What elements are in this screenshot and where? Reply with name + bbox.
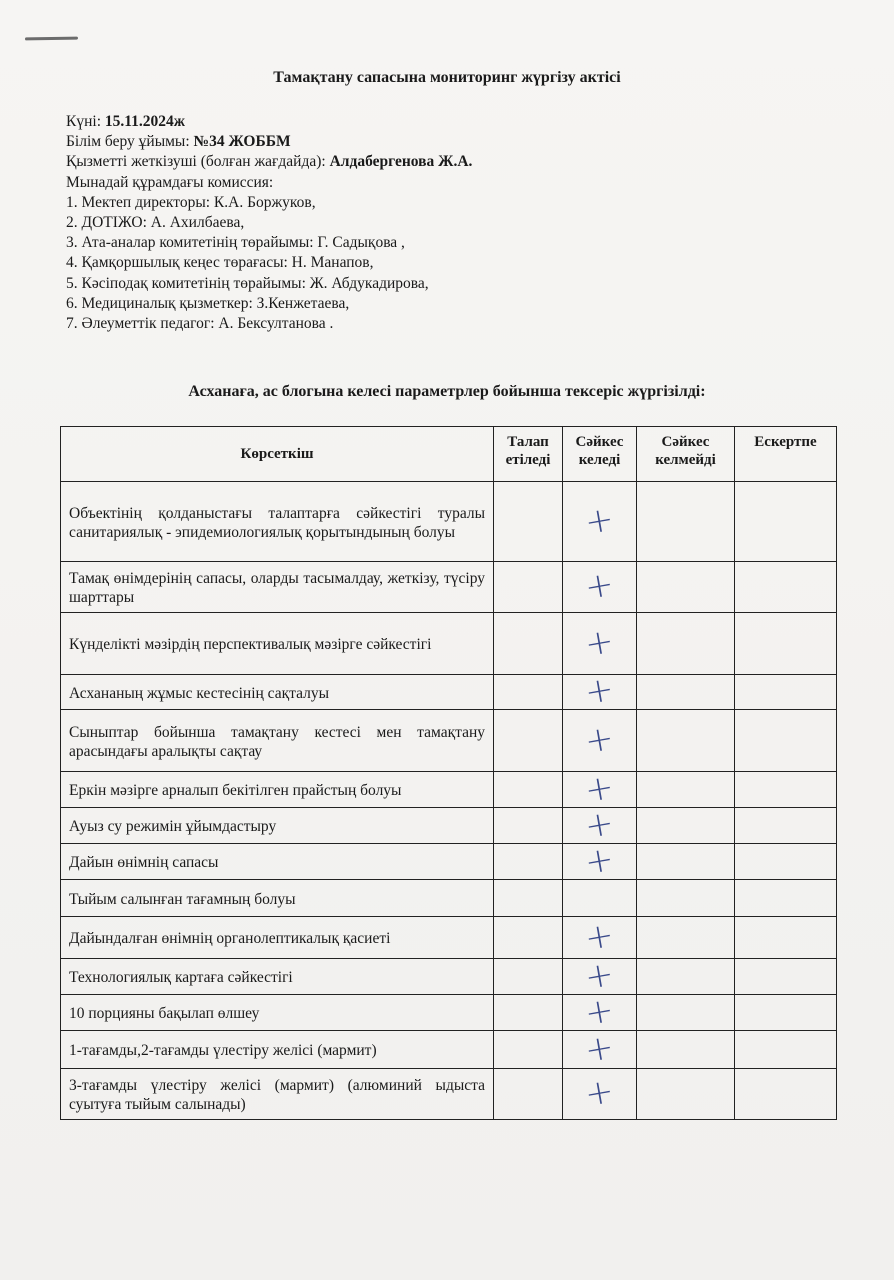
indicator-cell: 3-тағамды үлестіру желісі (мармит) (алюминий ыдыста суытуға тыйым салынады) xyxy=(61,1069,494,1120)
noncompliant-cell xyxy=(637,710,735,772)
required-cell xyxy=(494,808,563,844)
compliant-cell xyxy=(563,1026,637,1071)
handwritten-plus-mark: + xyxy=(581,766,618,811)
table-row xyxy=(61,959,837,995)
table-row xyxy=(61,917,837,959)
table-row xyxy=(61,562,837,613)
commission-member: 7. Әлеуметтік педагог: А. Бексултанова . xyxy=(66,315,334,333)
compliant-cell xyxy=(563,668,637,714)
table-row xyxy=(61,710,837,772)
note-cell xyxy=(735,917,837,959)
indicator-cell: Сыныптар бойынша тамақтану кестесі мен тамақтану арасындағы аралықты сақтау xyxy=(61,710,494,772)
required-cell xyxy=(494,959,563,995)
date-label: Күні: xyxy=(66,113,101,130)
handwritten-plus-mark: + xyxy=(581,838,618,883)
required-cell xyxy=(494,880,563,917)
handwritten-plus-mark: + xyxy=(581,802,618,847)
indicator-cell: Күнделікті мәзірдің перспективалық мәзірге сәйкестігі xyxy=(61,613,494,675)
note-cell xyxy=(735,995,837,1031)
commission-member: 4. Қамқоршылық кеңес төрағасы: Н. Манапов, xyxy=(66,254,374,272)
header-noncompliant: Сәйкес келмейді xyxy=(637,427,735,482)
provider-label: Қызметті жеткізуші (болған жағдайда): xyxy=(66,153,326,171)
compliant-cell xyxy=(563,1069,637,1120)
compliant-cell xyxy=(563,989,637,1034)
note-cell xyxy=(735,675,837,710)
note-cell xyxy=(735,880,837,917)
compliant-cell xyxy=(563,562,637,613)
document-title: Тамақтану сапасына мониторинг жүргізу актісі xyxy=(273,69,621,86)
table-body xyxy=(61,482,837,1120)
handwritten-plus-mark: + xyxy=(581,498,618,543)
commission-member: 5. Кәсіподақ комитетінің төрайымы: Ж. Абдукадирова, xyxy=(66,274,429,292)
table-row xyxy=(61,772,837,808)
commission-member: 1. Мектеп директоры: К.А. Боржуков, xyxy=(66,193,316,211)
note-cell xyxy=(735,562,837,613)
commission-member: 2. ДОТІЖО: А. Ахилбаева, xyxy=(66,214,245,232)
note-cell xyxy=(735,772,837,808)
commission-member: 3. Ата-аналар комитетінің төрайымы: Г. Садықова , xyxy=(66,234,405,252)
handwritten-plus-mark: + xyxy=(581,914,618,959)
indicator-cell: 10 порцияны бақылап өлшеу xyxy=(61,995,494,1031)
required-cell xyxy=(494,562,563,613)
inspection-table xyxy=(60,426,837,1120)
note-cell xyxy=(735,613,837,675)
table-row xyxy=(61,995,837,1031)
compliant-cell xyxy=(563,482,637,562)
compliant-cell xyxy=(563,710,637,772)
table-row xyxy=(61,808,837,844)
org-value: №34 ЖОББМ xyxy=(193,133,291,151)
indicator-cell: 1-тағамды,2-тағамды үлестіру желісі (мармит) xyxy=(61,1031,494,1069)
handwritten-plus-mark: + xyxy=(581,953,618,998)
org-label: Білім беру ұйымы: xyxy=(66,133,190,151)
noncompliant-cell xyxy=(637,772,735,808)
date-line xyxy=(66,112,472,132)
required-cell xyxy=(494,1069,563,1120)
noncompliant-cell xyxy=(637,613,735,675)
required-cell xyxy=(494,772,563,808)
required-cell xyxy=(494,995,563,1031)
act-info xyxy=(66,112,472,334)
noncompliant-cell xyxy=(637,844,735,880)
commission-label: Мынадай құрамдағы комиссия: xyxy=(66,173,274,191)
required-cell xyxy=(494,613,563,675)
table-row xyxy=(61,1069,837,1120)
noncompliant-cell xyxy=(637,482,735,562)
compliant-cell xyxy=(563,953,637,998)
required-cell xyxy=(494,917,563,959)
handwritten-plus-mark: + xyxy=(581,717,618,762)
noncompliant-cell xyxy=(637,880,735,917)
table-row xyxy=(61,675,837,710)
noncompliant-cell xyxy=(637,1069,735,1120)
commission-list xyxy=(66,193,472,334)
table-row xyxy=(61,482,837,562)
org-line xyxy=(66,132,472,152)
noncompliant-cell xyxy=(637,562,735,613)
handwritten-plus-mark: + xyxy=(581,1026,618,1071)
handwritten-plus-mark: + xyxy=(581,989,618,1034)
indicator-cell: Дайын өнімнің сапасы xyxy=(61,844,494,880)
noncompliant-cell xyxy=(637,959,735,995)
commission-member: 6. Медициналық қызметкер: З.Кенжетаева, xyxy=(66,294,350,312)
handwritten-plus-mark: + xyxy=(581,1070,618,1116)
noncompliant-cell xyxy=(637,675,735,710)
handwritten-plus-mark: + xyxy=(581,563,618,609)
header-indicator: Көрсеткіш xyxy=(61,427,494,482)
table-title: Асханаға, ас блогына келесі параметрлер бойынша тексеріс жүргізілді: xyxy=(188,383,706,400)
required-cell xyxy=(494,844,563,880)
indicator-cell: Еркін мәзірге арналып бекітілген прайстың болуы xyxy=(61,772,494,808)
noncompliant-cell xyxy=(637,1031,735,1069)
table-header-row xyxy=(61,427,837,482)
header-compliant: Сәйкес келеді xyxy=(563,427,637,482)
indicator-cell: Асхананың жұмыс кестесінің сақталуы xyxy=(61,675,494,710)
compliant-cell xyxy=(563,880,637,917)
header-required: Талап етіледі xyxy=(494,427,563,482)
indicator-cell: Технологиялық картаға сәйкестігі xyxy=(61,959,494,995)
note-cell xyxy=(735,808,837,844)
provider-line xyxy=(66,152,472,172)
noncompliant-cell xyxy=(637,808,735,844)
required-cell xyxy=(494,710,563,772)
header-note: Ескертпе xyxy=(735,427,837,482)
required-cell xyxy=(494,482,563,562)
compliant-cell xyxy=(563,613,637,675)
compliant-cell xyxy=(563,838,637,883)
provider-value: Алдабергенова Ж.А. xyxy=(329,153,473,171)
required-cell xyxy=(494,675,563,710)
indicator-cell: Тыйым салынған тағамның болуы xyxy=(61,880,494,917)
note-cell xyxy=(735,844,837,880)
table-row xyxy=(61,880,837,917)
compliant-cell xyxy=(563,914,637,959)
note-cell xyxy=(735,482,837,562)
indicator-cell: Ауыз су режимін ұйымдастыру xyxy=(61,808,494,844)
indicator-cell: Дайындалған өнімнің органолептикалық қасиеті xyxy=(61,917,494,959)
note-cell xyxy=(735,1031,837,1069)
date-value: 15.11.2024ж xyxy=(104,113,186,130)
compliant-cell xyxy=(563,766,637,811)
compliant-cell xyxy=(563,802,637,847)
handwritten-plus-mark: + xyxy=(581,620,618,665)
table-row xyxy=(61,1031,837,1069)
required-cell xyxy=(494,1031,563,1069)
table-row xyxy=(61,844,837,880)
noncompliant-cell xyxy=(637,995,735,1031)
handwritten-plus-mark: + xyxy=(581,668,618,714)
table-row xyxy=(61,613,837,675)
note-cell xyxy=(735,959,837,995)
staple-mark xyxy=(25,37,78,41)
noncompliant-cell xyxy=(637,917,735,959)
indicator-cell: Объектінің қолданыстағы талаптарға сәйкестігі туралы санитариялық - эпидемиологиялық қорытындының болуы xyxy=(61,482,494,562)
note-cell xyxy=(735,710,837,772)
indicator-cell: Тамақ өнімдерінің сапасы, оларды тасымалдау, жеткізу, түсіру шарттары xyxy=(61,562,494,613)
note-cell xyxy=(735,1069,837,1120)
